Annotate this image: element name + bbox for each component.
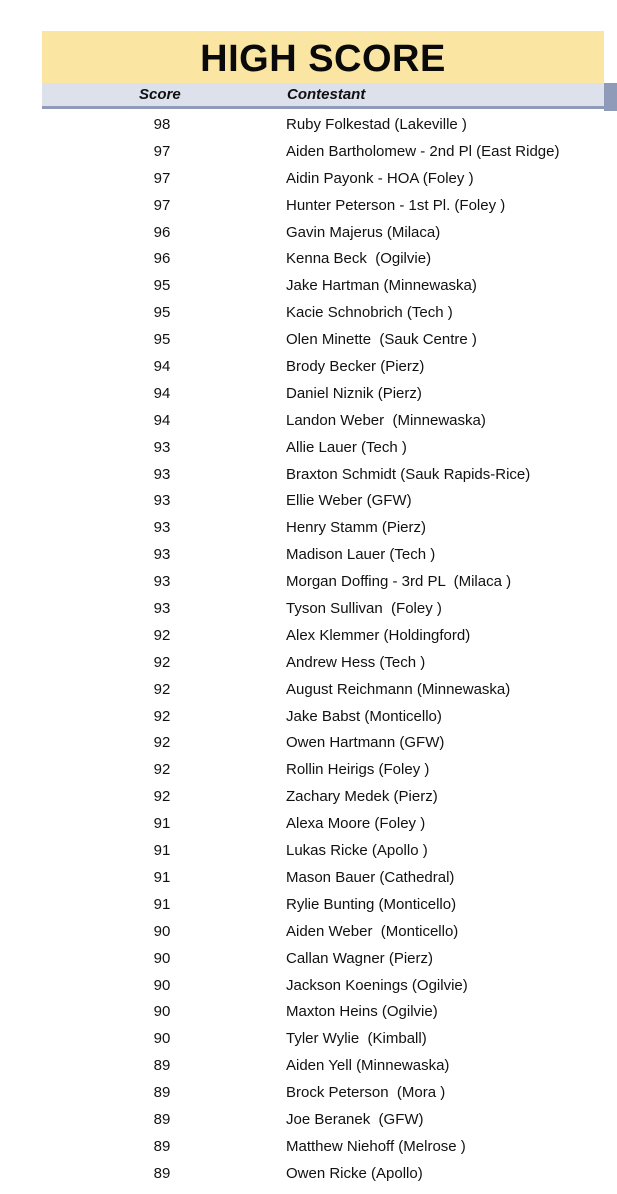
score-cell: 94 xyxy=(153,411,171,429)
score-cell: 89 xyxy=(153,1110,171,1128)
table-row xyxy=(42,462,604,489)
table-row xyxy=(42,408,604,435)
table-row xyxy=(42,435,604,462)
contestant-cell: Braxton Schmidt (Sauk Rapids-Rice) xyxy=(286,465,531,483)
table-row xyxy=(42,946,604,973)
table-row xyxy=(42,327,604,354)
score-cell: 92 xyxy=(153,680,171,698)
contestant-cell: Jake Babst (Monticello) xyxy=(286,707,442,725)
contestant-cell: Joe Beranek (GFW) xyxy=(286,1110,424,1128)
contestant-cell: Maxton Heins (Ogilvie) xyxy=(286,1003,438,1021)
table-row xyxy=(42,596,604,623)
header-accent-bar xyxy=(604,83,617,111)
table-row xyxy=(42,973,604,1000)
score-cell: 98 xyxy=(153,116,171,133)
contestant-cell: Tyler Wylie (Kimball) xyxy=(286,1030,427,1048)
contestant-cell: Callan Wagner (Pierz) xyxy=(286,949,433,967)
table-row xyxy=(42,865,604,892)
table-row xyxy=(42,1134,604,1161)
contestant-cell: Jake Hartman (Minnewaska) xyxy=(286,277,477,295)
table-row xyxy=(42,112,604,139)
contestant-cell: Landon Weber (Minnewaska) xyxy=(286,411,486,429)
table-row xyxy=(42,354,604,381)
score-cell: 95 xyxy=(153,277,171,295)
contestant-cell: Aiden Weber (Monticello) xyxy=(286,922,459,940)
table-row xyxy=(42,1107,604,1134)
score-cell: 90 xyxy=(153,976,171,994)
contestant-cell: Alexa Moore (Foley ) xyxy=(286,815,426,833)
score-cell: 91 xyxy=(153,868,171,886)
table-row xyxy=(42,273,604,300)
table-row xyxy=(42,811,604,838)
score-cell: 97 xyxy=(153,196,171,214)
table-row xyxy=(42,220,604,247)
table-row xyxy=(42,730,604,757)
score-cell: 91 xyxy=(153,815,171,833)
score-cell: 94 xyxy=(153,384,171,402)
table-row xyxy=(42,704,604,731)
table-row xyxy=(42,515,604,542)
table-row xyxy=(42,166,604,193)
score-cell: 92 xyxy=(153,761,171,779)
table-row xyxy=(42,999,604,1026)
contestant-cell: Lukas Ricke (Apollo ) xyxy=(286,842,428,860)
contestant-cell: Zachary Medek (Pierz) xyxy=(286,788,438,806)
contestant-cell: Hunter Peterson - 1st Pl. (Foley ) xyxy=(286,196,506,214)
score-cell: 90 xyxy=(153,922,171,940)
table-row xyxy=(42,650,604,677)
score-cell: 93 xyxy=(153,573,171,591)
contestant-cell: Olen Minette (Sauk Centre ) xyxy=(286,331,477,349)
contestant-cell: Gavin Majerus (Milaca) xyxy=(286,223,441,241)
table-row xyxy=(42,139,604,166)
contestant-cell: Aiden Bartholomew - 2nd Pl (East Ridge) xyxy=(286,142,560,160)
score-cell: 92 xyxy=(153,707,171,725)
score-cell: 97 xyxy=(153,169,171,187)
table-row xyxy=(42,623,604,650)
score-table-body xyxy=(42,112,604,1188)
title-banner xyxy=(42,31,604,83)
contestant-cell: Morgan Doffing - 3rd PL (Milaca ) xyxy=(286,573,512,591)
contestant-cell: Mason Bauer (Cathedral) xyxy=(286,868,455,886)
score-cell: 93 xyxy=(153,465,171,483)
contestant-cell: Jackson Koenings (Ogilvie) xyxy=(286,976,468,994)
table-row xyxy=(42,1053,604,1080)
contestant-cell: Allie Lauer (Tech ) xyxy=(286,438,407,456)
score-cell: 91 xyxy=(153,895,171,913)
contestant-cell: Aidin Payonk - HOA (Foley ) xyxy=(286,169,474,187)
contestant-cell: Ellie Weber (GFW) xyxy=(286,492,412,510)
contestant-cell: Rollin Heirigs (Foley ) xyxy=(286,761,430,779)
table-row xyxy=(42,569,604,596)
high-score-sheet xyxy=(42,31,604,1186)
table-row xyxy=(42,919,604,946)
contestant-cell: Owen Ricke (Apollo) xyxy=(286,1164,423,1182)
score-cell: 90 xyxy=(153,949,171,967)
contestant-cell: Alex Klemmer (Holdingford) xyxy=(286,626,471,644)
score-cell: 92 xyxy=(153,626,171,644)
contestant-cell: Ruby Folkestad (Lakeville ) xyxy=(286,116,467,133)
score-cell: 95 xyxy=(153,304,171,322)
contestant-cell: Matthew Niehoff (Melrose ) xyxy=(286,1137,466,1155)
contestant-cell: Henry Stamm (Pierz) xyxy=(286,519,427,537)
contestant-cell: Kacie Schnobrich (Tech ) xyxy=(286,304,453,322)
contestant-cell: Kenna Beck (Ogilvie) xyxy=(286,250,432,268)
score-cell: 93 xyxy=(153,438,171,456)
score-cell: 93 xyxy=(153,600,171,618)
table-row xyxy=(42,677,604,704)
table-row xyxy=(42,838,604,865)
contestant-cell: Daniel Niznik (Pierz) xyxy=(286,384,422,402)
table-row xyxy=(42,784,604,811)
contestant-cell: Rylie Bunting (Monticello) xyxy=(286,895,457,913)
column-header-contestant: Contestant xyxy=(287,86,366,103)
column-header-score: Score xyxy=(139,86,181,103)
contestant-cell: Brock Peterson (Mora ) xyxy=(286,1084,446,1102)
score-cell: 90 xyxy=(153,1030,171,1048)
score-cell: 92 xyxy=(153,788,171,806)
score-cell: 92 xyxy=(153,653,171,671)
table-row xyxy=(42,381,604,408)
score-cell: 91 xyxy=(153,842,171,860)
score-cell: 89 xyxy=(153,1084,171,1102)
table-row xyxy=(42,300,604,327)
contestant-cell: Owen Hartmann (GFW) xyxy=(286,734,445,752)
table-row xyxy=(42,193,604,220)
score-cell: 95 xyxy=(153,331,171,349)
contestant-cell: Brody Becker (Pierz) xyxy=(286,358,425,376)
page-title: HIGH SCORE xyxy=(200,37,446,80)
table-row xyxy=(42,1026,604,1053)
score-cell: 89 xyxy=(153,1057,171,1075)
table-row xyxy=(42,757,604,784)
table-row xyxy=(42,488,604,515)
table-row xyxy=(42,892,604,919)
score-cell: 92 xyxy=(153,734,171,752)
score-cell: 93 xyxy=(153,492,171,510)
score-cell: 93 xyxy=(153,546,171,564)
score-cell: 96 xyxy=(153,223,171,241)
contestant-cell: Tyson Sullivan (Foley ) xyxy=(286,600,442,618)
contestant-cell: Aiden Yell (Minnewaska) xyxy=(286,1057,450,1075)
contestant-cell: Madison Lauer (Tech ) xyxy=(286,546,436,564)
contestant-cell: Andrew Hess (Tech ) xyxy=(286,653,426,671)
table-row xyxy=(42,1161,604,1188)
score-cell: 94 xyxy=(153,358,171,376)
score-cell: 96 xyxy=(153,250,171,268)
score-cell: 89 xyxy=(153,1137,171,1155)
score-cell: 93 xyxy=(153,519,171,537)
table-row xyxy=(42,246,604,273)
table-header xyxy=(42,83,604,109)
score-cell: 97 xyxy=(153,142,171,160)
table-row xyxy=(42,1080,604,1107)
contestant-cell: August Reichmann (Minnewaska) xyxy=(286,680,511,698)
score-cell: 90 xyxy=(153,1003,171,1021)
table-row xyxy=(42,542,604,569)
score-cell: 89 xyxy=(153,1164,171,1182)
